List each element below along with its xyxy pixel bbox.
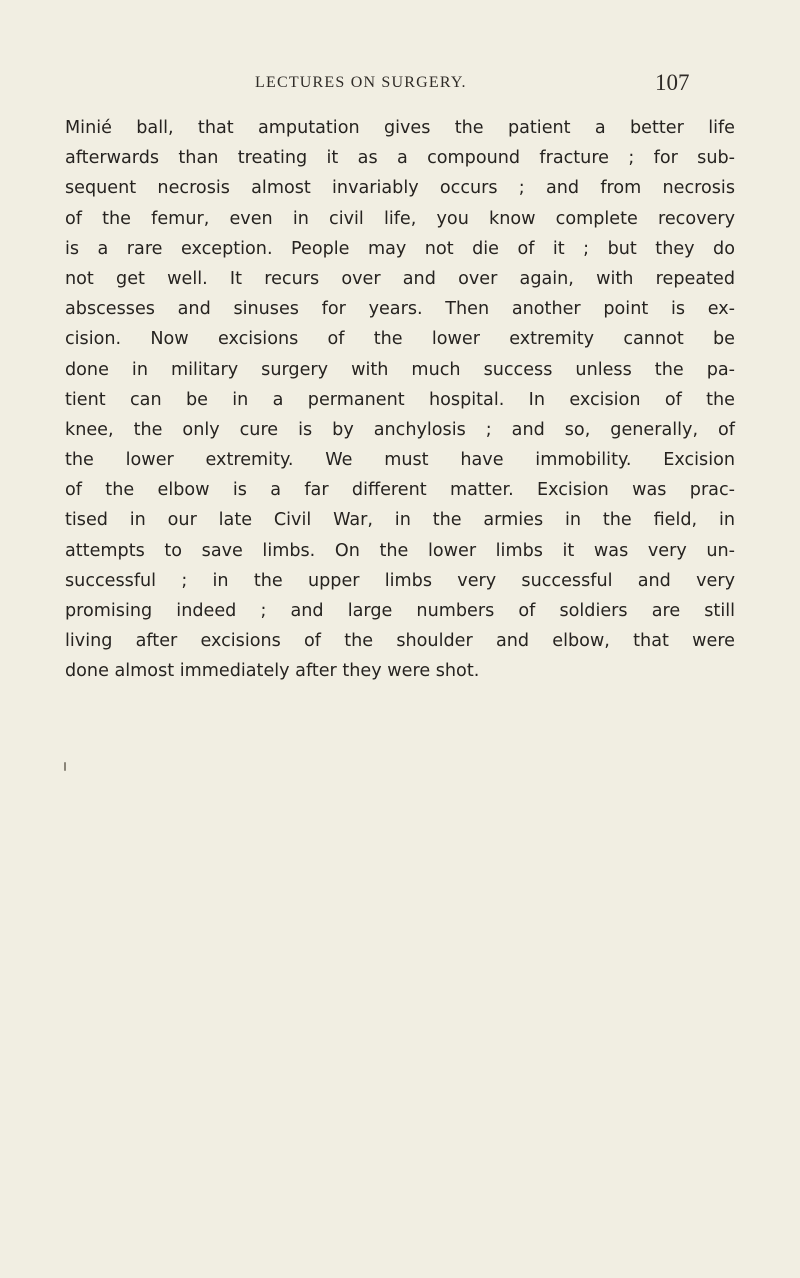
running-title: LECTURES ON SURGERY. bbox=[255, 74, 467, 91]
text-line: living after excisions of the shoulder and elbow, that were bbox=[65, 631, 735, 652]
text-line: cision. Now excisions of the lower extremity cannot be bbox=[65, 329, 735, 350]
text-line: attempts to save limbs. On the lower limbs it was very un- bbox=[65, 540, 735, 561]
text-line: afterwards than treating it as a compound fracture ; for sub- bbox=[65, 148, 735, 169]
text-line: tient can be in a permanent hospital. In excision of the bbox=[65, 389, 735, 410]
text-line: successful ; in the upper limbs very successful and very bbox=[65, 570, 735, 591]
text-line: knee, the only cure is by anchylosis ; and so, generally, of bbox=[65, 419, 735, 440]
text-line: is a rare exception. People may not die of it ; but they do bbox=[65, 238, 735, 259]
body-paragraph bbox=[65, 113, 735, 687]
text-line: sequent necrosis almost invariably occurs ; and from necrosis bbox=[65, 178, 735, 199]
text-line: Minié ball, that amputation gives the patient a better life bbox=[65, 118, 735, 138]
text-line: done almost immediately after they were shot. bbox=[65, 661, 480, 682]
running-head bbox=[0, 70, 800, 104]
text-line: not get well. It recurs over and over again, with repeated bbox=[65, 268, 735, 289]
text-line: the lower extremity. We must have immobility. Excision bbox=[65, 450, 735, 471]
text-line: abscesses and sinuses for years. Then another point is ex- bbox=[65, 299, 735, 320]
text-line: of the elbow is a far different matter. Excision was prac- bbox=[65, 480, 735, 501]
text-line: tised in our late Civil War, in the armies in the field, in bbox=[65, 510, 735, 531]
text-line: of the femur, even in civil life, you know complete recovery bbox=[65, 208, 735, 229]
page-number: 107 bbox=[655, 70, 690, 95]
paper-speck bbox=[64, 762, 66, 771]
text-line: promising indeed ; and large numbers of soldiers are still bbox=[65, 601, 735, 621]
text-line: done in military surgery with much success unless the pa- bbox=[65, 359, 735, 380]
